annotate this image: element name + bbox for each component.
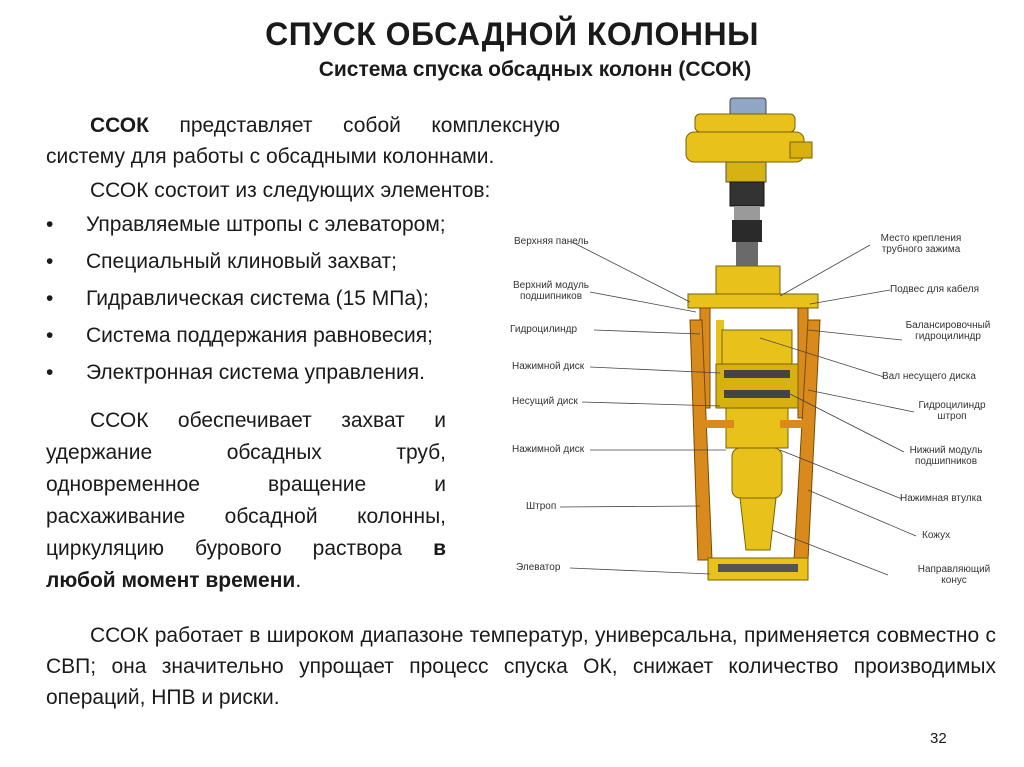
diagram-label: Штроп <box>526 501 557 512</box>
intro-bold: ССОК <box>90 114 149 137</box>
page-number: 32 <box>930 730 947 747</box>
diagram-label: Элеватор <box>516 562 561 573</box>
conclusion-paragraph: ССОК работает в широком диапазоне температур, универсальна, применяется совместно с СВП; она значительно упрощает процесс спуска ОК, снижает количество производимых операций, НПВ и риски. <box>46 624 996 709</box>
diagram-label: Гидроцилиндр штроп <box>918 400 986 422</box>
list-item-text: Система поддержания равновесия; <box>86 324 433 347</box>
bullet-icon: • <box>46 287 54 310</box>
list-item <box>46 280 560 317</box>
list-item-text: Гидравлическая система (15 МПа); <box>86 287 429 310</box>
left-text-column <box>46 110 560 391</box>
list-item-text: Специальный клиновый захват; <box>86 250 398 273</box>
capability-bold: в любой момент времени <box>46 537 446 592</box>
diagram-label: Гидроцилиндр <box>510 324 578 335</box>
diagram-label: Верхний модуль подшипников <box>512 280 590 302</box>
capability-end: . <box>295 569 302 592</box>
bullet-icon: • <box>46 213 54 236</box>
list-item-text: Электронная система управления. <box>86 361 425 384</box>
elements-list <box>46 206 560 391</box>
diagram-label: Несущий диск <box>512 396 578 407</box>
diagram-label: Направляющий конус <box>917 564 991 586</box>
diagram-label: Нажимной диск <box>512 361 585 372</box>
diagram-label: Кожух <box>922 530 951 541</box>
diagram-label: Вал несущего диска <box>882 371 976 382</box>
list-item <box>46 206 560 243</box>
bullet-icon: • <box>46 361 54 384</box>
slide-title: СПУСК ОБСАДНОЙ КОЛОННЫ <box>265 16 759 52</box>
diagram-label: Верхняя панель <box>514 236 589 247</box>
slide-subtitle: Система спуска обсадных колонн (ССОК) <box>318 58 752 81</box>
diagram-label: Нажимная втулка <box>900 493 982 504</box>
ssok-diagram <box>490 90 1020 610</box>
diagram-label: Нижний модуль подшипников <box>909 445 983 467</box>
intro-rest: представляет собой комплексную систему для работы с обсадными колоннами. <box>46 114 560 168</box>
capability-text: ССОК обеспечивает захват и удержание обсадных труб, одновременное вращение и расхаживание обсадной колонны, циркуляцию бурового раствора <box>46 409 446 560</box>
list-item-text: Управляемые штропы с элеватором; <box>86 213 446 236</box>
diagram-label: Подвес для кабеля <box>890 284 980 295</box>
diagram-label: Балансировочный гидроцилиндр <box>905 320 991 342</box>
list-item <box>46 317 560 354</box>
top-head-icon <box>730 98 766 116</box>
bullet-icon: • <box>46 324 54 347</box>
diagram-label: Место крепления трубного зажима <box>880 233 962 255</box>
elements-heading: ССОК состоит из следующих элементов: <box>90 179 491 202</box>
intro-paragraph <box>46 110 560 172</box>
diagram-label: Нажимной диск <box>512 444 585 455</box>
capability-paragraph <box>46 405 446 597</box>
list-item <box>46 354 560 391</box>
list-item <box>46 243 560 280</box>
bullet-icon: • <box>46 250 54 273</box>
